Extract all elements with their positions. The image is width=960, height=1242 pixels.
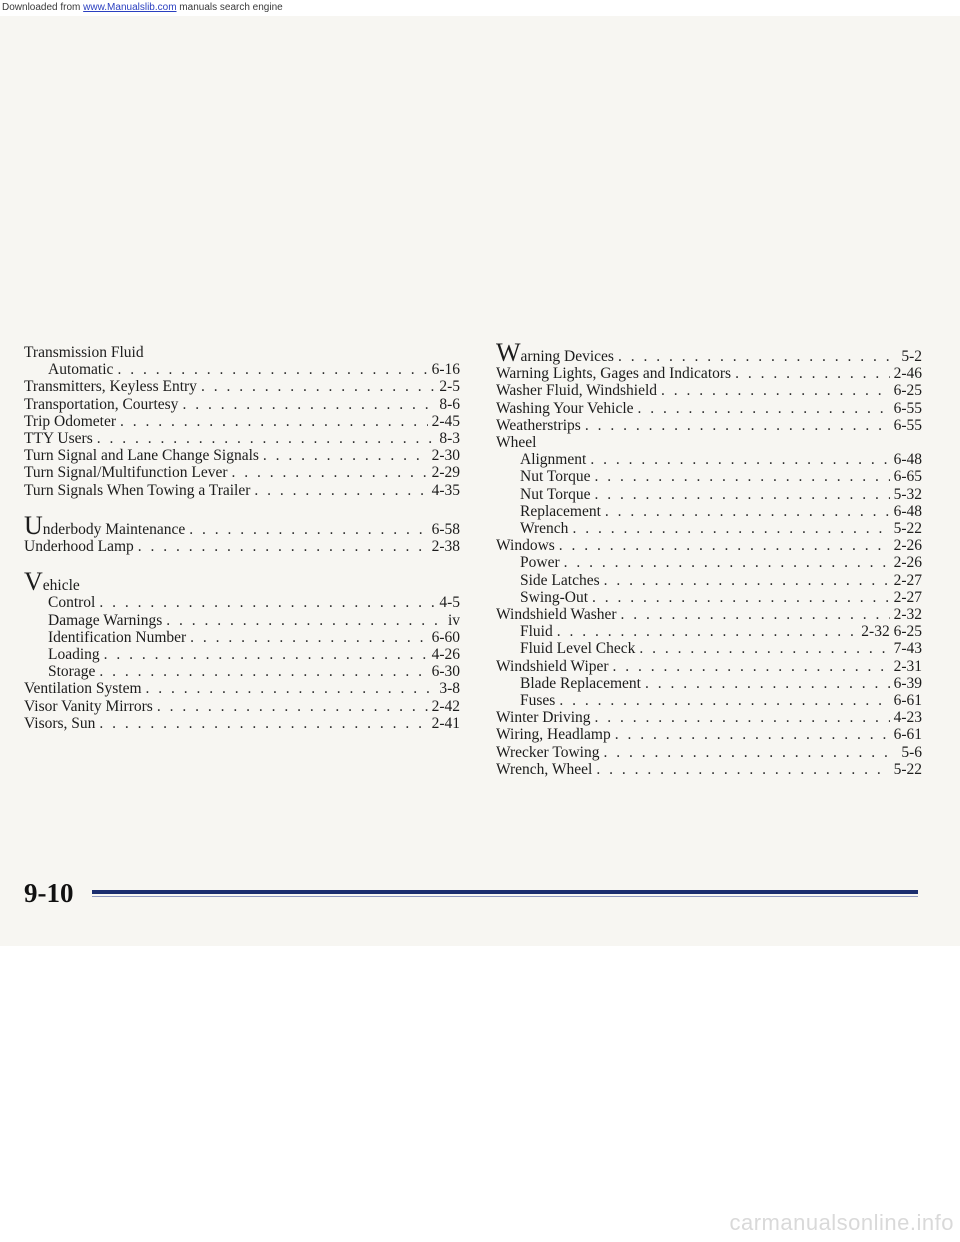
entry-label-text: Side Latches: [520, 571, 600, 589]
dot-leader: [615, 726, 890, 743]
entry-label-text: Blade Replacement: [520, 674, 641, 692]
dot-leader: [117, 361, 427, 378]
dot-leader: [604, 572, 890, 589]
entry-label-text: Replacement: [520, 502, 601, 520]
dot-leader: [99, 715, 427, 732]
dot-leader: [189, 521, 427, 538]
entry-label: [520, 589, 588, 606]
entry-label: [520, 468, 591, 485]
dot-leader: [201, 378, 435, 395]
index-subentry: [496, 572, 922, 589]
index-entry: [496, 417, 922, 434]
entry-label-text: Automatic: [48, 361, 114, 379]
entry-page-ref: 6-58: [431, 520, 460, 538]
entry-label: [24, 430, 93, 447]
index-heading: [24, 567, 460, 597]
entry-page-ref: 8-6: [439, 395, 460, 413]
entry-label-text: Fuses: [520, 692, 556, 710]
entry-label-text: Alignment: [520, 451, 587, 469]
entry-page-ref: 2-32 6-25: [861, 623, 922, 641]
index-entry: [496, 338, 922, 367]
entry-label: [24, 482, 250, 499]
entry-label: [496, 537, 555, 554]
entry-label: [496, 709, 591, 726]
entry-label: [520, 554, 560, 571]
entry-page-ref: 2-42: [431, 697, 460, 715]
download-banner: [0, 0, 960, 16]
index-subentry: [24, 361, 460, 378]
footer-rule-thin: [92, 896, 918, 897]
entry-label-text: Loading: [48, 646, 100, 664]
entry-label: [48, 612, 162, 629]
entry-label: [24, 447, 259, 464]
index-entry: [24, 680, 460, 697]
entry-page-ref: 6-39: [893, 674, 922, 692]
entry-page-ref: 2-32: [893, 606, 922, 624]
entry-label-text: Nut Torque: [520, 468, 591, 486]
entry-page-ref: 3-8: [439, 680, 460, 698]
entry-page-ref: iv: [447, 611, 460, 629]
dot-leader: [559, 692, 889, 709]
entry-label: [48, 663, 95, 680]
footer-rule: [92, 890, 918, 894]
entry-label: [520, 503, 601, 520]
dot-leader: [557, 623, 858, 640]
entry-page-ref: 4-35: [431, 481, 460, 499]
index-dropcap: W: [496, 338, 521, 367]
index-subentry: [496, 640, 922, 657]
entry-label-text: Turn Signal/Multifunction Lever: [24, 464, 228, 482]
index-entry: [24, 698, 460, 715]
entry-label-text: nderbody Maintenance: [42, 520, 186, 538]
index-entry: [496, 658, 922, 675]
index-subentry: [496, 675, 922, 692]
dot-leader: [735, 365, 890, 382]
index-subentry: [24, 646, 460, 663]
manual-page: [0, 16, 960, 946]
entry-label: [496, 382, 657, 399]
entry-page-ref: 6-65: [893, 468, 922, 486]
entry-page-ref: 2-29: [431, 464, 460, 482]
site-watermark: carmanualsonline.info: [729, 1210, 954, 1235]
heading-text: Transmission Fluid: [24, 344, 144, 361]
entry-label: [520, 451, 586, 468]
dot-leader: [232, 464, 428, 481]
entry-label: [520, 572, 600, 589]
entry-label-text: Ventilation System: [24, 680, 142, 698]
entry-page-ref: 2-31: [893, 657, 922, 675]
manualslib-link[interactable]: www.Manualslib.com: [83, 2, 177, 13]
dot-leader: [564, 554, 890, 571]
section-gap: [24, 499, 460, 517]
entry-label: [48, 361, 113, 378]
dot-leader: [595, 486, 890, 503]
dot-leader: [157, 698, 428, 715]
entry-label-text: Visors, Sun: [24, 714, 96, 732]
entry-label-text: Identification Number: [48, 628, 187, 646]
entry-page-ref: 2-45: [431, 412, 460, 430]
entry-page-ref: 6-55: [893, 416, 922, 434]
entry-page-ref: 4-5: [439, 594, 460, 612]
entry-label-text: Transmitters, Keyless Entry: [24, 378, 197, 396]
entry-label: [48, 629, 186, 646]
index-entry: [496, 400, 922, 417]
entry-label-text: Wiring, Headlamp: [496, 726, 611, 744]
dot-leader: [618, 348, 897, 365]
entry-label: [496, 744, 599, 761]
entry-page-ref: 2-26: [893, 554, 922, 572]
entry-page-ref: 6-48: [893, 451, 922, 469]
entry-label: [496, 365, 731, 382]
entry-page-ref: 2-38: [431, 538, 460, 556]
index-entry: [496, 365, 922, 382]
dot-leader: [97, 430, 436, 447]
entry-label-text: Warning Lights, Gages and Indicators: [496, 365, 732, 383]
entry-page-ref: 4-23: [893, 709, 922, 727]
entry-label-text: Turn Signals When Towing a Trailer: [24, 481, 251, 499]
index-subentry: [24, 629, 460, 646]
index-column-right: [496, 338, 922, 778]
entry-label-text: Wrench, Wheel: [496, 760, 593, 778]
index-entry: [496, 761, 922, 778]
dot-leader: [605, 503, 890, 520]
index-entry: [24, 447, 460, 464]
entry-label: [520, 623, 553, 640]
entry-page-ref: 5-2: [901, 348, 922, 365]
entry-page-ref: 2-27: [893, 571, 922, 589]
entry-page-ref: 6-55: [893, 399, 922, 417]
entry-label: [24, 698, 153, 715]
entry-label: [496, 338, 614, 367]
entry-label: [496, 400, 634, 417]
entry-label-text: Fluid Level Check: [520, 640, 636, 658]
dot-leader: [182, 396, 435, 413]
entry-label: [24, 464, 228, 481]
entry-page-ref: 2-5: [439, 378, 460, 396]
heading-text: ehicle: [42, 577, 80, 595]
entry-label: [496, 606, 617, 623]
index-subentry: [496, 468, 922, 485]
entry-label-text: Turn Signal and Lane Change Signals: [24, 447, 259, 465]
entry-label-text: Windshield Wiper: [496, 657, 609, 675]
index-subentry: [496, 486, 922, 503]
dot-leader: [99, 594, 435, 611]
dot-leader: [263, 447, 428, 464]
entry-label-text: Windows: [496, 537, 555, 555]
entry-label: [496, 658, 609, 675]
entry-page-ref: 6-48: [893, 502, 922, 520]
index-subentry: [496, 503, 922, 520]
entry-label: [24, 378, 197, 395]
index-entry: [496, 726, 922, 743]
dot-leader: [104, 646, 428, 663]
entry-label: [24, 538, 134, 555]
entry-label-text: Underhood Lamp: [24, 538, 134, 556]
banner-prefix: Downloaded from: [2, 2, 84, 13]
entry-page-ref: 6-60: [431, 628, 460, 646]
entry-page-ref: 2-41: [431, 714, 460, 732]
entry-page-ref: 2-27: [893, 588, 922, 606]
entry-label: [48, 646, 100, 663]
index-entry: [24, 464, 460, 481]
dot-leader: [596, 761, 889, 778]
index-subentry: [24, 612, 460, 629]
heading-text: Wheel: [496, 434, 537, 452]
dot-leader: [590, 451, 889, 468]
entry-label-text: Trip Odometer: [24, 412, 116, 430]
index-entry: [24, 396, 460, 413]
index-column-left: [24, 344, 460, 732]
dot-leader: [559, 537, 890, 554]
dot-leader: [638, 400, 890, 417]
index-entry: [24, 715, 460, 732]
index-entry: [496, 382, 922, 399]
entry-page-ref: 5-22: [893, 520, 922, 538]
entry-label-text: Fluid: [520, 623, 553, 641]
entry-label-text: Washer Fluid, Windshield: [496, 382, 658, 400]
index-dropcap: U: [24, 510, 43, 540]
dot-leader: [595, 709, 890, 726]
entry-page-ref: 6-16: [431, 361, 460, 379]
index-subentry: [496, 554, 922, 571]
entry-label: [48, 594, 95, 611]
index-entry: [24, 378, 460, 395]
dot-leader: [146, 680, 436, 697]
entry-page-ref: 5-32: [893, 485, 922, 503]
entry-label: [24, 715, 95, 732]
entry-label-text: Wrench: [520, 520, 569, 538]
entry-label: [24, 396, 178, 413]
index-heading: [496, 434, 922, 451]
entry-label: [520, 520, 568, 537]
dot-leader: [592, 589, 890, 606]
entry-label: [520, 486, 591, 503]
entry-page-ref: 2-46: [893, 365, 922, 383]
entry-page-ref: 2-26: [893, 537, 922, 555]
entry-label-text: Windshield Washer: [496, 606, 617, 624]
index-subentry: [496, 520, 922, 537]
entry-label: [520, 640, 635, 657]
index-subentry: [24, 663, 460, 680]
index-heading: [24, 344, 460, 361]
dot-leader: [572, 520, 889, 537]
dot-leader: [595, 468, 890, 485]
dot-leader: [138, 538, 428, 555]
entry-label: [24, 510, 186, 540]
index-subentry: [24, 594, 460, 611]
entry-label-text: Damage Warnings: [48, 611, 163, 629]
dot-leader: [661, 382, 890, 399]
entry-label-text: Storage: [48, 663, 96, 681]
entry-label: [24, 413, 116, 430]
dot-leader: [585, 417, 890, 434]
banner-suffix: manuals search engine: [176, 2, 283, 13]
index-subentry: [496, 589, 922, 606]
section-gap: [24, 555, 460, 573]
entry-page-ref: 6-61: [893, 692, 922, 710]
entry-page-ref: 7-43: [893, 640, 922, 658]
index-entry: [24, 510, 460, 540]
dot-leader: [99, 663, 427, 680]
entry-label-text: Control: [48, 594, 96, 612]
index-entry: [496, 537, 922, 554]
dot-leader: [120, 413, 428, 430]
entry-page-ref: 6-61: [893, 726, 922, 744]
entry-label-text: arning Devices: [520, 348, 614, 365]
entry-label: [496, 417, 581, 434]
entry-label: [24, 680, 142, 697]
index-dropcap: V: [24, 567, 43, 597]
dot-leader: [639, 640, 889, 657]
index-subentry: [496, 451, 922, 468]
index-subentry: [496, 692, 922, 709]
entry-page-ref: 5-22: [893, 760, 922, 778]
dot-leader: [190, 629, 427, 646]
dot-leader: [645, 675, 890, 692]
index-entry: [24, 430, 460, 447]
entry-page-ref: 5-6: [901, 743, 922, 761]
index-subentry: [496, 623, 922, 640]
entry-page-ref: 6-25: [893, 382, 922, 400]
entry-label-text: Nut Torque: [520, 485, 591, 503]
page-number: 9-10: [24, 878, 74, 908]
entry-label: [520, 675, 641, 692]
dot-leader: [621, 606, 890, 623]
entry-label: [496, 726, 611, 743]
entry-label-text: Weatherstrips: [496, 416, 581, 434]
entry-page-ref: 2-30: [431, 447, 460, 465]
index-entry: [496, 709, 922, 726]
dot-leader: [603, 744, 897, 761]
index-entry: [496, 606, 922, 623]
entry-label-text: Washing Your Vehicle: [496, 399, 634, 417]
index-entry: [24, 538, 460, 555]
index-entry: [24, 413, 460, 430]
entry-label-text: Visor Vanity Mirrors: [24, 697, 153, 715]
entry-label: [496, 761, 592, 778]
index-entry: [24, 482, 460, 499]
entry-label-text: Power: [520, 554, 560, 572]
entry-label-text: Swing-Out: [520, 588, 589, 606]
entry-label-text: Wrecker Towing: [496, 743, 600, 761]
entry-label-text: Transportation, Courtesy: [24, 395, 179, 413]
entry-label-text: Winter Driving: [496, 709, 591, 727]
entry-page-ref: 4-26: [431, 646, 460, 664]
entry-label-text: TTY Users: [24, 430, 93, 448]
dot-leader: [166, 612, 444, 629]
entry-page-ref: 8-3: [439, 430, 460, 448]
entry-page-ref: 6-30: [431, 663, 460, 681]
dot-leader: [613, 658, 890, 675]
index-entry: [496, 744, 922, 761]
dot-leader: [254, 482, 427, 499]
entry-label: [520, 692, 555, 709]
